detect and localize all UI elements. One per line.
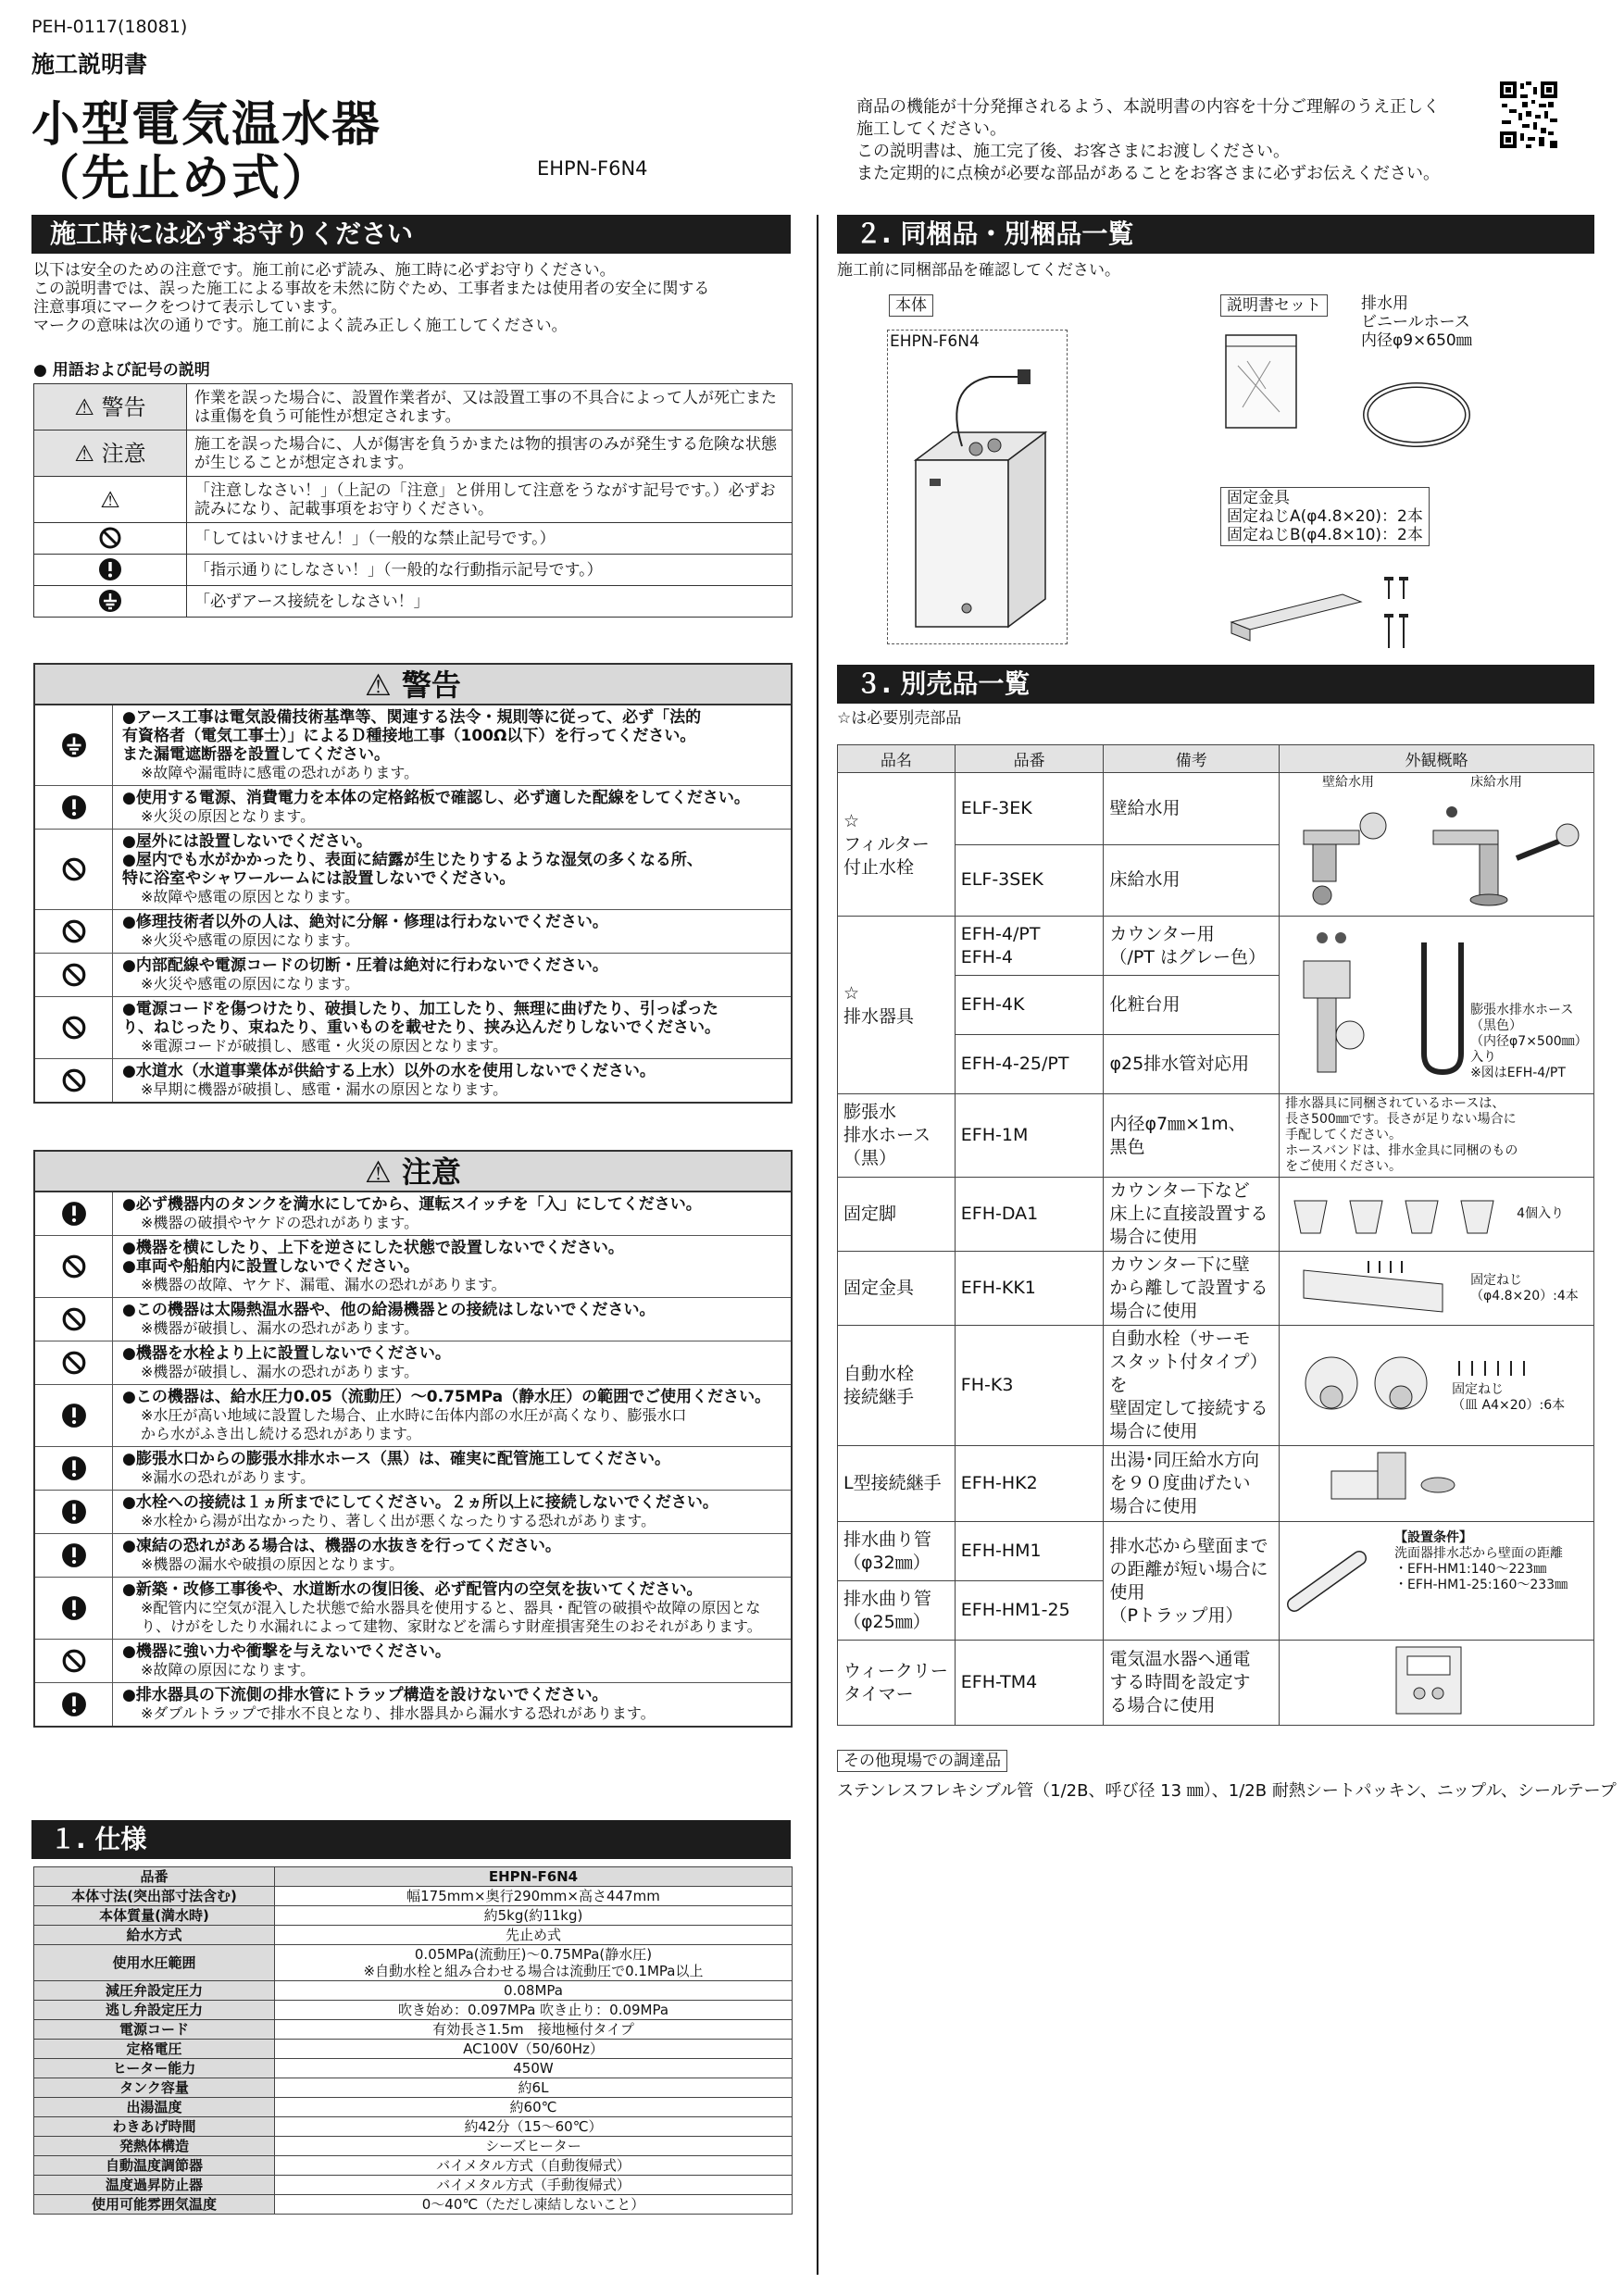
legend-heading: ● 用語および記号の説明: [33, 361, 210, 380]
spec-value: 先止め式: [275, 1926, 793, 1945]
spec-row: [34, 2098, 793, 2117]
option-code: EFH-HM1-25: [955, 1581, 1104, 1641]
caution-item: [35, 1298, 791, 1341]
caution-note: ※機器の漏水や破損の原因となります。: [141, 1555, 405, 1573]
earth-icon: [61, 732, 87, 758]
options-table: [837, 744, 1594, 1726]
filter-valve-illustration: [1285, 793, 1591, 909]
spec-row: [34, 2176, 793, 2195]
prohibition-icon: [98, 526, 122, 550]
warning-text: また漏電遮断器を設置してください。: [122, 745, 390, 764]
caution-heading: ⚠ 注意: [35, 1152, 791, 1192]
bracket-illustration: [1285, 1256, 1461, 1321]
product-subtitle: （先止め式）: [31, 151, 332, 206]
spec-value: 約60℃: [275, 2098, 793, 2117]
prohibition-icon: [61, 1015, 87, 1041]
spec-key: 電源コード: [34, 2020, 275, 2040]
warning-text: ●屋内でも水がかかったり、表面に結露が生じたりするような湿気の多くなる所、: [122, 851, 703, 869]
spec-value: 0.05MPa(流動圧)～0.75MPa(静水圧) ※自動水栓と組み合わせる場合は流動圧で0.1MPa以上: [275, 1945, 793, 1981]
document-code: PEH-0117(18081): [31, 17, 188, 37]
caution-item: [35, 1341, 791, 1385]
option-code: EFH-4/PT EFH-4: [955, 917, 1104, 976]
option-row: [838, 1522, 1594, 1581]
warning-text: ●電源コードを傷つけたり、破損したり、加工したり、無理に曲げたり、引っぱった: [122, 1000, 718, 1018]
other-items-text: ステンレスフレキシブル管（1/2B、呼び径 13 ㎜）、1/2B 耐熱シートパッキン、ニップル、シールテープ: [837, 1781, 1617, 1801]
spec-row: [34, 2137, 793, 2156]
caution-item: [35, 1447, 791, 1491]
spec-key: 逃し弁設定圧力: [34, 2001, 275, 2020]
option-figure: 【設置条件】 洗面器排水芯から壁面の距離 ・EFH-HM1:140～223㎜ ・EFH-HM1-25:160～233㎜: [1280, 1522, 1594, 1641]
option-name: L型接続継手: [838, 1446, 956, 1522]
spec-value: 約42分（15～60℃）: [275, 2117, 793, 2137]
option-code: FH-K3: [955, 1326, 1104, 1446]
manual-set-label: 説明書セット: [1220, 294, 1328, 317]
intro-text: 商品の機能が十分発揮されるよう、本説明書の内容を十分ご理解のうえ正しく 施工してください。 この説明書は、施工完了後、お客さまにお渡しください。 また定期的に点検が必要な部品があることをお客さまに必ずお伝えください。: [856, 97, 1440, 183]
warning-text: ●内部配線や電源コードの切断・圧着は絶対に行わないでください。: [122, 956, 608, 975]
option-figure: [1280, 1178, 1594, 1252]
caution-item: [35, 1534, 791, 1578]
caution-box: [33, 1150, 793, 1728]
warning-note: ※電源コードが破損し、感電・火災の原因となります。: [141, 1037, 508, 1054]
joint-illustration: [1285, 1341, 1443, 1429]
bracket-and-screws-illustration: [1222, 567, 1444, 659]
option-row: [838, 773, 1594, 845]
warning-item: [35, 1059, 791, 1102]
spec-row: [34, 1867, 793, 1887]
prohibition-icon: [61, 1350, 87, 1376]
wall-supply-label: 壁給水用: [1322, 775, 1375, 790]
spec-key: 発熱体構造: [34, 2137, 275, 2156]
option-row: [838, 1094, 1594, 1178]
option-code: EFH-TM4: [955, 1641, 1104, 1726]
warning-text: ●修理技術者以外の人は、絶対に分解・修理は行わないでください。: [122, 913, 608, 931]
safety-intro: 以下は安全のための注意です。施工前に必ず読み、施工時に必ずお守りください。 この説明書では、誤った施工による事故を未然に防ぐため、工事者または使用者の安全に関する 注意事項にマークをつけて表示しています。 マークの意味は次の通りです。施工前によく読み正しく施工してください。: [33, 261, 710, 335]
option-row: [838, 1641, 1594, 1726]
caution-item: [35, 1640, 791, 1683]
spec-key: 使用水圧範囲: [34, 1945, 275, 1981]
prohibition-icon: [61, 1648, 87, 1674]
caution-symbol: ⚠ 注意: [34, 430, 187, 477]
caution-item: [35, 1385, 791, 1447]
spec-row: [34, 2117, 793, 2137]
caution-note: ※故障の原因になります。: [141, 1661, 316, 1678]
spec-key: わきあげ時間: [34, 2117, 275, 2137]
body-label: 本体: [889, 294, 933, 317]
spec-value: シーズヒーター: [275, 2137, 793, 2156]
option-row: [838, 1326, 1594, 1446]
legs-count: 4個入り: [1517, 1206, 1564, 1221]
option-figure: [1280, 773, 1594, 917]
water-heater-illustration: [888, 331, 1068, 645]
spec-key: 減圧弁設定圧力: [34, 1981, 275, 2001]
option-code: EFH-DA1: [955, 1178, 1104, 1252]
safety-section-title: 施工時には必ずお守りください: [31, 215, 791, 254]
spec-row: [34, 2001, 793, 2020]
hose-illustration: [1361, 378, 1472, 452]
warning-item: [35, 954, 791, 997]
timer-illustration: [1378, 1642, 1489, 1716]
spec-row: [34, 2059, 793, 2078]
caution-note: から水がふき出し続ける恐れがあります。: [141, 1425, 421, 1442]
caution-text: ●機器に強い力や衝撃を与えないでください。: [122, 1642, 451, 1661]
prohibition-icon: [34, 523, 187, 555]
spec-key: 出湯温度: [34, 2098, 275, 2117]
warning-item: [35, 705, 791, 786]
caution-text: ●この機器は、給水圧力0.05（流動圧）～0.75MPa（静水圧）の範囲でご使用ください。: [122, 1388, 771, 1406]
spec-row: [34, 2195, 793, 2215]
option-note: 壁給水用: [1104, 773, 1280, 845]
option-figure: 排水器具に同梱されているホースは、 長さ500㎜です。長さが足りない場合に 手配してください。 ホースバンドは、排水金具に同梱のもの をご使用ください。: [1280, 1094, 1594, 1178]
option-code: EFH-4-25/PT: [955, 1035, 1104, 1094]
mandatory-icon: [61, 1691, 87, 1717]
option-name: 固定脚: [838, 1178, 956, 1252]
caution-text: ●排水器具の下流側の排水管にトラップ構造を設けないでください。: [122, 1686, 608, 1704]
warning-text: 有資格者（電気工事士）」によるＤ種接地工事（100Ω以下）を行ってください。: [122, 727, 696, 745]
option-row: [838, 1446, 1594, 1522]
warning-item: [35, 910, 791, 954]
option-code: ELF-3EK: [955, 773, 1104, 845]
header-name: 品名: [838, 745, 956, 773]
spec-row: [34, 2156, 793, 2176]
option-name: ウィークリー タイマー: [838, 1641, 956, 1726]
option-note: 電気温水器へ通電 する時間を設定す る場合に使用: [1104, 1641, 1280, 1726]
spec-value: AC100V（50/60Hz）: [275, 2040, 793, 2059]
spec-section-title: １. 仕様: [31, 1820, 791, 1859]
other-items-label: その他現場での調達品: [837, 1750, 1007, 1772]
option-note: 自動水栓（サーモ スタット付タイプ）を 壁固定して接続する 場合に使用: [1104, 1326, 1280, 1446]
warning-text: ●屋外には設置しないでください。: [122, 832, 372, 851]
caution-note: ※機器が破損し、漏水の恐れがあります。: [141, 1363, 419, 1380]
spec-key: ヒーター能力: [34, 2059, 275, 2078]
legs-illustration: [1285, 1192, 1507, 1238]
option-figure: [1280, 1446, 1594, 1522]
earth-icon: [98, 589, 122, 613]
spec-row: [34, 2020, 793, 2040]
spec-value: バイメタル方式（自動復帰式）: [275, 2156, 793, 2176]
mandatory-icon: [61, 1595, 87, 1621]
caution-note: ※機器が破損し、漏水の恐れがあります。: [141, 1319, 419, 1337]
body-model: EHPN-F6N4: [890, 332, 980, 351]
warning-text: ●水道水（水道事業体が供給する上水）以外の水を使用しないでください。: [122, 1062, 656, 1080]
warning-note: ※火災や感電の原因になります。: [141, 975, 360, 992]
header-note: 備考: [1104, 745, 1280, 773]
product-title: 小型電気温水器: [31, 97, 382, 153]
option-note: 床給水用: [1104, 844, 1280, 917]
spec-value: 0～40℃（ただし凍結しないこと）: [275, 2195, 793, 2215]
option-name: 排水曲り管 （φ32㎜）: [838, 1522, 956, 1581]
spec-key: 本体質量(満水時): [34, 1906, 275, 1926]
drain-fitting-illustration: [1285, 924, 1470, 1081]
warning-note: ※火災や感電の原因になります。: [141, 931, 360, 949]
caution-item: [35, 1192, 791, 1236]
option-note: 化粧台用: [1104, 976, 1280, 1035]
caution-note: ※水圧が高い地域に設置した場合、止水時に缶体内部の水圧が高くなり、膨張水口: [141, 1406, 687, 1424]
spec-value: バイメタル方式（手動復帰式）: [275, 2176, 793, 2195]
mandatory-icon: [61, 1455, 87, 1481]
warning-text: ●アース工事は電気設備技術基準等、関連する法令・規則等に従って、必ず「法的: [122, 708, 702, 727]
spec-key: 温度過昇防止器: [34, 2176, 275, 2195]
option-figure: 固定ねじ （φ4.8×20）:4本: [1280, 1252, 1594, 1326]
caution-text: ●車両や船舶内に設置しないでください。: [122, 1257, 419, 1276]
option-name: 膨張水 排水ホース （黒）: [838, 1094, 956, 1178]
mandatory-icon: [61, 1499, 87, 1525]
option-note: カウンター下など 床上に直接設置する 場合に使用: [1104, 1178, 1280, 1252]
caution-item: [35, 1578, 791, 1640]
option-note: 内径φ7㎜×1m、 黒色: [1104, 1094, 1280, 1178]
spec-value: 幅175mm×奥行290mm×高さ447mm: [275, 1887, 793, 1906]
caution-text: ●機器を水栓より上に設置しないでください。: [122, 1344, 451, 1363]
caution-item: [35, 1683, 791, 1726]
spec-key: 本体寸法(突出部寸法含む): [34, 1887, 275, 1906]
spec-value: EHPN-F6N4: [275, 1867, 793, 1887]
included-intro: 施工前に同梱部品を確認してください。: [837, 261, 1120, 280]
option-figure: 膨張水排水ホース （黒色） （内径φ7×500㎜）入り ※図はEFH-4/PT: [1280, 917, 1594, 1094]
spec-value: 450W: [275, 2059, 793, 2078]
caution-item: [35, 1491, 791, 1534]
symbol-legend-table: ⚠ 警告 作業を誤った場合に、設置作業者が、又は設置工事の不具合によって人が死亡または重傷を負う可能性が想定されます。 ⚠ 注意 施工を誤った場合に、人が傷害を負うかまたは物的損害のみが発生する危険な状態が生じることが想定されます。 ⚠ 「注意しなさい！」（上記の「注意」と併用して注意をうながす記号です。）必ずお読みになり、記載事項をお守りください。 「してはいけません！」（一般的な禁止記号です。） 「指示通りにしなさい！」（一般的な行動指示記号です。） 「必ずアース接続をしなさい！」: [33, 383, 793, 618]
warning-note: ※火災の原因となります。: [141, 807, 316, 825]
mandatory-icon: [61, 1542, 87, 1568]
caution-note: ※機器の破損やヤケドの恐れがあります。: [141, 1214, 419, 1231]
option-name: ☆ 排水器具: [838, 917, 956, 1094]
option-name: ☆ フィルター 付止水栓: [838, 773, 956, 917]
option-row: [838, 917, 1594, 976]
options-section-title: ３. 別売品一覧: [837, 665, 1594, 704]
caution-text: ●機器を横にしたり、上下を逆さにした状態で設置しないでください。: [122, 1239, 624, 1257]
prohibition-icon: [61, 1254, 87, 1279]
caution-text: ●凍結の恐れがある場合は、機器の水抜きを行ってください。: [122, 1537, 561, 1555]
option-code: EFH-1M: [955, 1094, 1104, 1178]
spec-row: [34, 1906, 793, 1926]
prohibition-icon: [61, 1067, 87, 1093]
spec-row: [34, 1981, 793, 2001]
spec-key: 自動温度調節器: [34, 2156, 275, 2176]
spec-key: 品番: [34, 1867, 275, 1887]
screws-icon: [1452, 1357, 1535, 1378]
option-note: カウンター用 （/PT はグレー色）: [1104, 917, 1280, 976]
option-code: EFH-HM1: [955, 1522, 1104, 1581]
warning-note: ※早期に機器が破損し、感電・漏水の原因となります。: [141, 1080, 508, 1098]
caution-note: ※水栓から湯が出なかったり、著しく出が悪くなったりする恐れがあります。: [141, 1512, 656, 1529]
header-figure: 外観概略: [1280, 745, 1594, 773]
warning-text: 特に浴室やシャワールームには設置しないでください。: [122, 869, 516, 888]
caution-note: ※配管内に空気が混入した状態で給水器具を使用すると、器具・配管の破損や故障の原因とな: [141, 1599, 761, 1616]
column-divider: [817, 215, 818, 2275]
caution-note: ※ダブルトラップで排水不良となり、排水器具から漏水する恐れがあります。: [141, 1704, 656, 1722]
prohibition-icon: [61, 918, 87, 944]
warning-symbol: ⚠ 警告: [34, 384, 187, 430]
warning-note: ※故障や漏電時に感電の恐れがあります。: [141, 764, 419, 781]
option-note: カウンター下に壁 から離して設置する 場合に使用: [1104, 1252, 1280, 1326]
option-figure: 固定ねじ （皿 A4×20）:6本: [1280, 1326, 1594, 1446]
warning-heading: ⚠ 警告: [35, 665, 791, 705]
warning-item: [35, 997, 791, 1059]
option-code: EFH-KK1: [955, 1252, 1104, 1326]
model-number: EHPN-F6N4: [537, 157, 648, 180]
caution-text: ●水栓への接続は１ヵ所までにしてください。２ヵ所以上に接続しないでください。: [122, 1493, 718, 1512]
body-figure-frame: [887, 330, 1068, 644]
spec-key: 使用可能雰囲気温度: [34, 2195, 275, 2215]
spec-row: [34, 2040, 793, 2059]
option-name: 固定金具: [838, 1252, 956, 1326]
mandatory-icon: [61, 794, 87, 820]
caution-text: ●必ず機器内のタンクを満水にしてから、運転スイッチを「入」にしてください。: [122, 1195, 702, 1214]
earth-icon: [34, 586, 187, 618]
mandatory-icon: [98, 557, 122, 581]
spec-key: 定格電圧: [34, 2040, 275, 2059]
mandatory-icon: [61, 1403, 87, 1429]
caution-note: ※機器の故障、ヤケド、漏電、漏水の恐れがあります。: [141, 1276, 506, 1293]
warning-item: [35, 830, 791, 910]
option-code: EFH-HK2: [955, 1446, 1104, 1522]
option-note: 排水芯から壁面まで の距離が短い場合に 使用 （Pトラップ用）: [1104, 1522, 1280, 1641]
spec-key: 給水方式: [34, 1926, 275, 1945]
header-code: 品番: [955, 745, 1104, 773]
warning-text: ●使用する電源、消費電力を本体の定格銘板で確認し、必ず適した配線をしてください。: [122, 789, 750, 807]
floor-supply-label: 床給水用: [1470, 775, 1523, 790]
spec-value: 約5kg(約11kg): [275, 1906, 793, 1926]
option-row: [838, 1178, 1594, 1252]
spec-row: [34, 1926, 793, 1945]
mandatory-icon: [61, 1201, 87, 1227]
spec-row: [34, 2078, 793, 2098]
spec-table: [33, 1866, 793, 2215]
manual-bag-illustration: [1224, 333, 1298, 430]
warning-text: り、ねじったり、束ねたり、重いものを載せたり、挟み込んだりしないでください。: [122, 1018, 720, 1037]
prohibition-icon: [61, 1306, 87, 1332]
mandatory-icon: [34, 555, 187, 586]
prohibition-icon: [61, 962, 87, 988]
hose-label: 排水用 ビニールホース 内径φ9×650㎜: [1361, 294, 1472, 350]
option-code: ELF-3SEK: [955, 844, 1104, 917]
warning-note: ※故障や感電の原因となります。: [141, 888, 360, 905]
option-name: 自動水栓 接続継手: [838, 1326, 956, 1446]
caution-text: ●新築・改修工事後や、水道断水の復旧後、必ず配管内の空気を抜いてください。: [122, 1580, 703, 1599]
spec-value: 0.08MPa: [275, 1981, 793, 2001]
option-code: EFH-4K: [955, 976, 1104, 1035]
prohibition-icon: [61, 856, 87, 882]
attention-icon: ⚠: [34, 477, 187, 523]
document-type: 施工説明書: [31, 51, 148, 78]
options-note: ☆は必要別売部品: [837, 709, 962, 728]
option-row: [838, 1252, 1594, 1326]
option-note: φ25排水管対応用: [1104, 1035, 1280, 1094]
caution-item: [35, 1236, 791, 1298]
l-joint-illustration: [1285, 1448, 1470, 1513]
warning-box: [33, 663, 793, 1104]
spec-value: 約6L: [275, 2078, 793, 2098]
caution-text: ●膨張水口からの膨張水排水ホース（黒）は、確実に配管施工してください。: [122, 1450, 670, 1468]
warning-item: [35, 786, 791, 830]
caution-note: ※漏水の恐れがあります。: [141, 1468, 316, 1486]
spec-row: [34, 1945, 793, 1981]
qr-code-icon: [1500, 81, 1557, 148]
caution-note: り、けがをしたり水漏れによって建物、家財などを濡らす財産損害発生のおそれがあります。: [141, 1617, 762, 1635]
spec-row: [34, 1887, 793, 1906]
bent-pipe-illustration: [1285, 1530, 1387, 1632]
spec-value: 吹き始め：0.097MPa 吹き止り：0.09MPa: [275, 2001, 793, 2020]
included-section-title: ２. 同梱品・別梱品一覧: [837, 215, 1594, 254]
spec-value: 有効長さ1.5m 接地極付タイプ: [275, 2020, 793, 2040]
spec-key: タンク容量: [34, 2078, 275, 2098]
bracket-label: 固定金具 固定ねじA(φ4.8×20)：2本 固定ねじB(φ4.8×10)：2本: [1220, 487, 1430, 546]
caution-text: ●この機器は太陽熱温水器や、他の給湯機器との接続はしないでください。: [122, 1301, 656, 1319]
option-figure: [1280, 1641, 1594, 1726]
option-name: 排水曲り管 （φ25㎜）: [838, 1581, 956, 1641]
option-note: 出湯･同圧給水方向 を９０度曲げたい 場合に使用: [1104, 1446, 1280, 1522]
